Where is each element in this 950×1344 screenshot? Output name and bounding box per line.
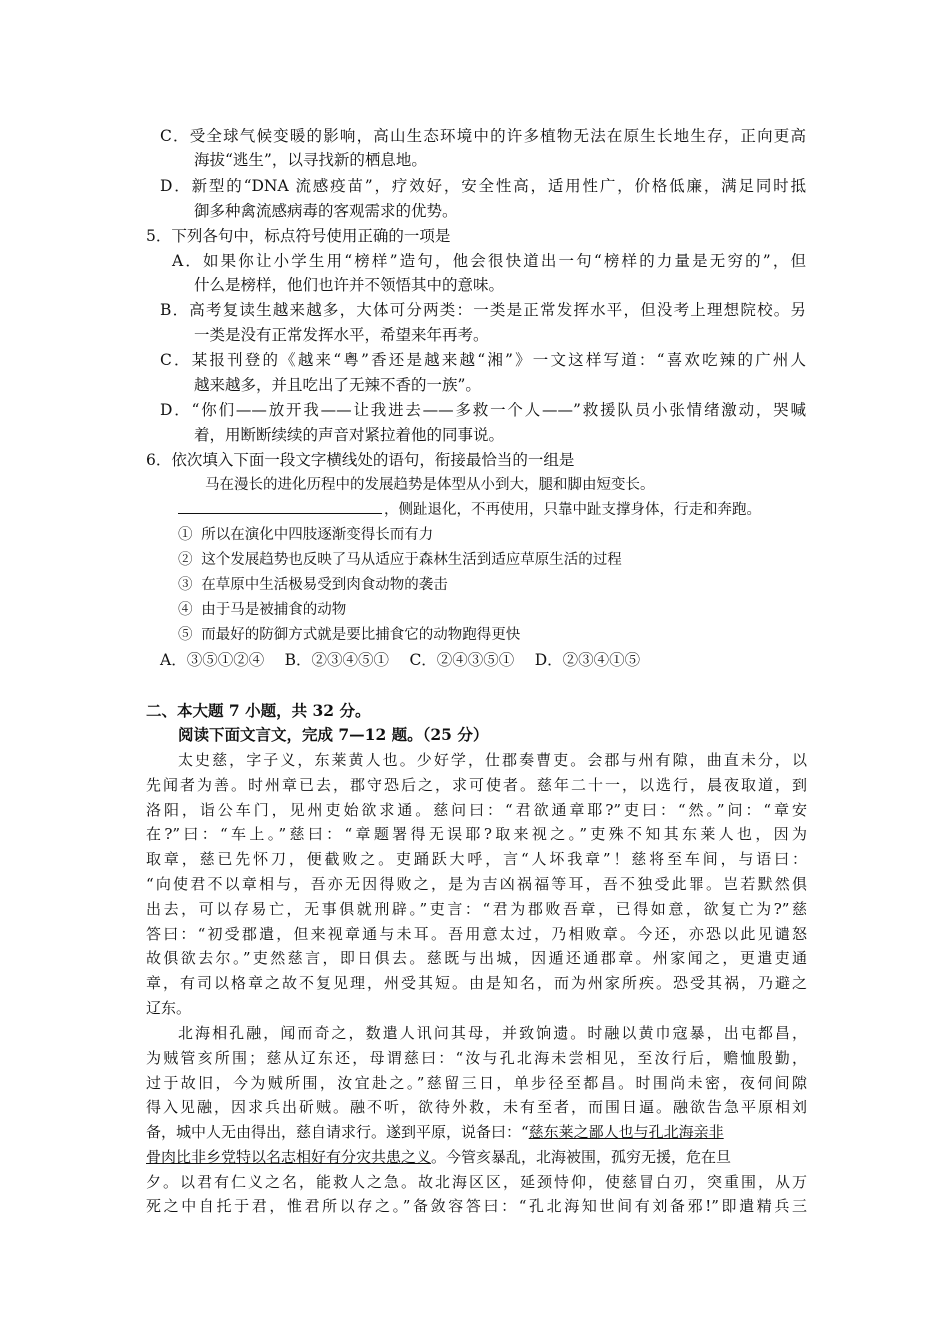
q5-option-c-line2: 越来越多，并且吃出了无辣不香的一族”。 [194,376,481,394]
passage-para2-line: 夕。以君有仁义之名，能救人之急。故北海区区，延颈恃仰，使慈冒白刃，突重围，从万 [146,1173,807,1191]
section-title: 二、本大题 7 小题，共 32 分。 [146,701,371,720]
passage-text: 备，城中人无由得出，慈自请求行。遂到平原，说备曰：“ [146,1123,529,1141]
q5-stem: 5．下列各句中，标点符号使用正确的一项是 [146,227,451,245]
passage-para2-line: 死之中自托于君，惟君所以存之。”备敛容答曰：“孔北海知世间有刘备邪!”即遣精兵三 [146,1197,807,1215]
q6-item-5: ⑤ 而最好的防御方式就是要比捕食它的动物跑得更快 [178,627,521,643]
passage-para1-line: 取章，慈已先怀刀，便截败之。吏踊跃大呼，言“人坏我章”！慈将至车间，与语曰： [146,850,807,868]
passage-para1-line: 辽东。 [146,999,192,1017]
q5-option-b-line1: B．高考复读生越来越多，大体可分两类：一类是正常发挥水平，但没考上理想院校。另 [160,301,806,319]
q6-choices: A．③⑤①②④ B．②③④⑤① C．②④③⑤① D．②③④①⑤ [160,651,641,669]
answer-blank [178,499,382,514]
passage-text: 。今管亥暴乱，北海被围，孤穷无援，危在旦 [431,1148,732,1166]
passage-para1-line: 洛阳，诣公车门，见州吏始欲求通。慈问曰：“君欲通章耶?”吏曰：“然。”问：“章安 [146,801,807,819]
passage-para1-line: 出去，可以存易亡，无事俱就刑辟。”吏言：“君为郡败吾章，已得如意，欲复亡为?”慈 [146,900,807,918]
passage-para2-line: 北海相孔融，闻而奇之，数遣人讯问其母，并致饷遗。时融以黄巾寇暴，出屯都昌， [178,1024,807,1042]
q4-option-d-line2: 御多种禽流感病毒的客观需求的优势。 [194,202,458,220]
passage-para1-line: 在?”曰：“车上。”慈曰：“章题署得无误耶?取来视之。”吏殊不知其东莱人也，因为 [146,825,807,843]
q5-option-a-line2: 什么是榜样，他们也许并不领悟其中的意味。 [194,276,505,294]
passage-para1-line: 章，有司以格章之故不复见理，州受其短。由是知名，而为州家所疾。恐受其祸，乃避之 [146,974,807,992]
passage-para2-line: 得入见融，因求兵出斫贼。融不听，欲待外救，未有至者，而围日逼。融欲告急平原相刘 [146,1098,807,1116]
q6-item-4: ④ 由于马是被捕食的动物 [178,602,347,618]
q5-option-b-line2: 一类是没有正常发挥水平，希望来年再考。 [194,326,489,344]
passage-para2-line: 过于故旧，今为贼所围，汝宜赴之。”慈留三日，单步径至都昌。时围尚未密，夜伺间隙 [146,1074,807,1092]
underlined-sentence: 慈东莱之鄙人也与孔北海亲非 [528,1123,724,1141]
passage-para2-line [146,1120,807,1144]
q6-item-2: ② 这个发展趋势也反映了马从适应于森林生活到适应草原生活的过程 [178,552,622,568]
passage-para1-line: 太史慈，字子义，东莱黄人也。少好学，仕郡奏曹吏。会郡与州有隙，曲直未分，以 [178,751,807,769]
passage-para2-line: 为贼管亥所围；慈从辽东还，母谓慈曰：“汝与孔北海未尝相见，至汝行后，赡恤殷勤， [146,1049,807,1067]
q6-passage-line2 [178,498,761,522]
q6-stem: 6．依次填入下面一段文字横线处的语句，衔接最恰当的一组是 [146,451,575,469]
q5-option-d-line2: 着，用断断续续的声音对紧拉着他的同事说。 [194,426,505,444]
q6-passage-line2-text: ，侧趾退化，不再使用，只靠中趾支撑身体，行走和奔跑。 [384,502,761,518]
q4-option-d-line1: D．新型的“DNA 流感疫苗”，疗效好，安全性高，适用性广，价格低廉，满足同时抵 [160,177,806,195]
q5-option-d-line1: D．“你们——放开我——让我进去——多救一个人——”救援队员小张情绪激动，哭喊 [160,401,806,419]
section-subtitle: 阅读下面文言文，完成 7—12 题。（25 分） [178,725,489,744]
q6-passage-line1: 马在漫长的进化历程中的发展趋势是体型从小到大，腿和脚由短变长。 [205,477,655,493]
q5-option-c-line1: C．某报刊登的《越来“粤”香还是越来越“湘”》一文这样写道：“喜欢吃辣的广州人 [160,351,806,369]
q6-item-3: ③ 在草原中生活极易受到肉食动物的袭击 [178,577,448,593]
underlined-sentence: 骨肉比非乡党特以名志相好有分灾共患之义 [146,1148,432,1166]
passage-para1-line: 答曰：“初受郡遣，但来视章通与未耳。吾用意太过，乃相败章。今还，亦恐以此见谴怒 [146,925,807,943]
q4-option-c-line2: 海拔“逃生”，以寻找新的栖息地。 [194,151,427,169]
passage-para2-line [146,1145,807,1169]
passage-para1-line: 先闻者为善。时州章已去，郡守恐后之，求可使者。慈年二十一，以选行，晨夜取道，到 [146,776,807,794]
passage-para1-line: “向使君不以章相与，吾亦无因得败之，是为吉凶祸福等耳，吾不独受此罪。岂若默然俱 [146,875,807,893]
q6-item-1: ① 所以在演化中四肢逐渐变得长而有力 [178,527,434,543]
q4-option-c-line1: C．受全球气候变暖的影响，高山生态环境中的许多植物无法在原生长地生存，正向更高 [160,127,806,145]
passage-para1-line: 故俱欲去尔。”吏然慈言，即日俱去。慈既与出城，因遁还通郡章。州家闻之，更遣吏通 [146,949,807,967]
q5-option-a-line1: A．如果你让小学生用“榜样”造句，他会很快道出一句“榜样的力量是无穷的”，但 [172,252,806,270]
